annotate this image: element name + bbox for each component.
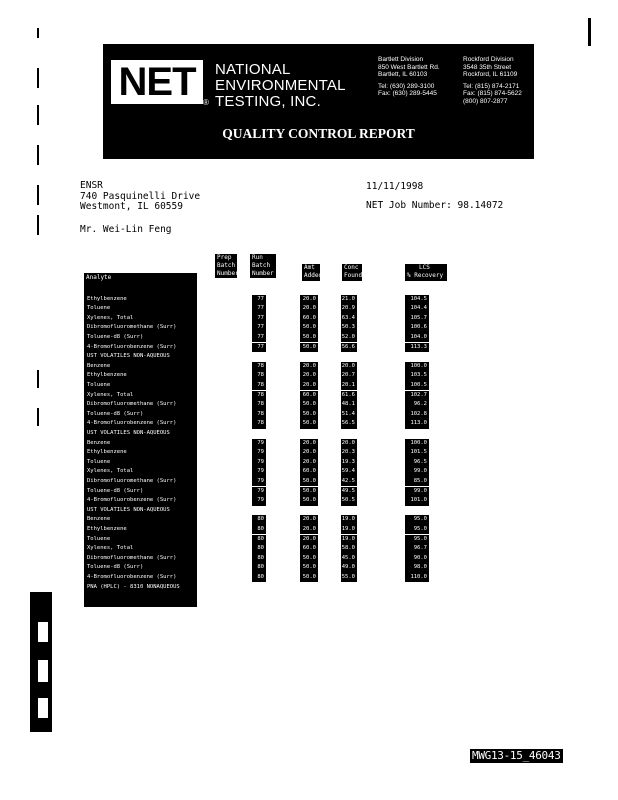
- report-subtitle: LABORATORY CONTROL STANDARD: [220, 152, 380, 162]
- client-contact: Mr. Wei-Lin Feng: [80, 224, 172, 235]
- header-text: LCS: [419, 264, 430, 271]
- table-cell-recovery: 103.5: [405, 371, 429, 381]
- table-row-analyte: Dibromofluoromethane (Surr): [84, 554, 197, 564]
- table-cell-conc-found: 19.3: [341, 458, 357, 468]
- table-cell-amt-added: 50.0: [300, 573, 318, 583]
- table-cell-amt-added: 20.0: [300, 362, 318, 372]
- table-row-analyte: Dibromofluoromethane (Surr): [84, 477, 197, 487]
- table-cell-amt-added: 60.0: [300, 544, 318, 554]
- table-cell-conc-found: 51.4: [341, 410, 357, 420]
- table-cell-amt-added: 60.0: [300, 314, 318, 324]
- table-cell-conc-found: 58.0: [341, 544, 357, 554]
- table-cell-run-batch: 78: [252, 381, 266, 391]
- table-cell-amt-added: 20.0: [300, 525, 318, 535]
- table-cell-amt-added: 50.0: [300, 343, 318, 353]
- table-cell-amt-added: 20.0: [300, 295, 318, 305]
- table-cell-run-batch: 80: [252, 563, 266, 573]
- header-text: Amt: [304, 264, 315, 271]
- group-label: UST VOLATILES NON-AQUEOUS: [84, 352, 197, 362]
- table-row-analyte: Toluene: [84, 458, 197, 468]
- table-cell-amt-added: 50.0: [300, 419, 318, 429]
- table-row-analyte: Benzene: [84, 439, 197, 449]
- header-analyte: [84, 273, 197, 283]
- table-cell-recovery: 96.7: [405, 544, 429, 554]
- client-name: ENSR: [80, 180, 103, 191]
- table-cell-run-batch: 77: [252, 333, 266, 343]
- table-cell-amt-added: 50.0: [300, 400, 318, 410]
- bartlett-address: [378, 56, 440, 98]
- table-cell-recovery: 102.8: [405, 410, 429, 420]
- table-cell-amt-added: 50.0: [300, 477, 318, 487]
- table-cell-conc-found: 61.6: [341, 391, 357, 401]
- table-cell-run-batch: 77: [252, 314, 266, 324]
- header-text: Found: [344, 272, 363, 279]
- table-cell-run-batch: 80: [252, 535, 266, 545]
- table-cell-run-batch: 79: [252, 477, 266, 487]
- table-cell-amt-added: 50.0: [300, 487, 318, 497]
- table-row-analyte: Benzene: [84, 515, 197, 525]
- header-text: Conc: [344, 264, 359, 271]
- company-name-line2: ENVIRONMENTAL: [215, 77, 346, 94]
- table-cell-conc-found: 20.7: [341, 371, 357, 381]
- address-line: 3548 35th Street: [463, 63, 512, 71]
- table-cell-recovery: 100.0: [405, 439, 429, 449]
- table-cell-recovery: 113.0: [405, 419, 429, 429]
- company-name-line3: TESTING, INC.: [215, 93, 321, 110]
- client-address: [80, 181, 200, 213]
- table-cell-run-batch: 80: [252, 525, 266, 535]
- table-cell-conc-found: 20.3: [341, 448, 357, 458]
- table-row-analyte: 4-Bromofluorobenzene (Surr): [84, 496, 197, 506]
- table-cell-run-batch: 77: [252, 343, 266, 353]
- report-title: QUALITY CONTROL REPORT: [222, 126, 415, 141]
- scan-edge-mark: [37, 145, 39, 165]
- table-cell-recovery: 101.0: [405, 496, 429, 506]
- address-line: Tel: (630) 289-3100: [378, 82, 435, 90]
- table-row-analyte: Toluene: [84, 535, 197, 545]
- table-cell-run-batch: 78: [252, 400, 266, 410]
- header-text: % Recovery: [407, 272, 444, 279]
- table-cell-run-batch: 79: [252, 496, 266, 506]
- client-city: Westmont, IL 60559: [80, 201, 183, 212]
- table-cell-run-batch: 79: [252, 487, 266, 497]
- table-row-analyte: Ethylbenzene: [84, 525, 197, 535]
- table-cell-conc-found: 20.1: [341, 381, 357, 391]
- table-cell-conc-found: 19.0: [341, 515, 357, 525]
- table-cell-recovery: 110.0: [405, 573, 429, 583]
- table-cell-conc-found: 45.0: [341, 554, 357, 564]
- table-cell-recovery: 100.6: [405, 323, 429, 333]
- table-cell-conc-found: 48.1: [341, 400, 357, 410]
- table-cell-run-batch: 77: [252, 304, 266, 314]
- table-cell-amt-added: 50.0: [300, 323, 318, 333]
- table-row-analyte: Toluene: [84, 381, 197, 391]
- scan-edge-gap: [38, 660, 48, 682]
- table-cell-recovery: 104.4: [405, 304, 429, 314]
- table-cell-run-batch: 80: [252, 554, 266, 564]
- table-cell-conc-found: 56.6: [341, 343, 357, 353]
- header-text: Added: [304, 272, 323, 279]
- letterhead: [103, 44, 534, 159]
- table-cell-recovery: 85.0: [405, 477, 429, 487]
- table-row-analyte: Dibromofluoromethane (Surr): [84, 400, 197, 410]
- table-cell-recovery: 104.5: [405, 295, 429, 305]
- table-cell-amt-added: 20.0: [300, 535, 318, 545]
- table-cell-conc-found: 20.0: [341, 439, 357, 449]
- header-text: Prep: [217, 254, 232, 261]
- table-row-analyte: 4-Bromofluorobenzene (Surr): [84, 419, 197, 429]
- table-cell-conc-found: 49.5: [341, 487, 357, 497]
- table-cell-recovery: 96.5: [405, 458, 429, 468]
- table-row-analyte: Ethylbenzene: [84, 295, 197, 305]
- table-cell-recovery: 104.0: [405, 333, 429, 343]
- table-cell-amt-added: 20.0: [300, 439, 318, 449]
- scan-edge-mark: [37, 28, 39, 38]
- group-label: UST VOLATILES NON-AQUEOUS: [84, 429, 197, 439]
- address-line: Fax: (630) 289-5445: [378, 90, 437, 97]
- table-cell-run-batch: 77: [252, 323, 266, 333]
- table-row-analyte: Xylenes, Total: [84, 391, 197, 401]
- company-name-line1: NATIONAL: [215, 61, 291, 78]
- scan-edge-mark: [37, 408, 39, 426]
- table-cell-run-batch: 78: [252, 419, 266, 429]
- header-prep-batch: [215, 254, 237, 278]
- table-cell-amt-added: 50.0: [300, 554, 318, 564]
- address-line: Bartlett, IL 60103: [378, 71, 428, 78]
- address-line: 850 West Bartlett Rd.: [378, 63, 440, 71]
- scan-edge-mark: [37, 68, 39, 88]
- table-row-analyte: Benzene: [84, 362, 197, 372]
- table-row-analyte: Xylenes, Total: [84, 314, 197, 324]
- table-cell-recovery: 96.2: [405, 400, 429, 410]
- table-cell-amt-added: 50.0: [300, 563, 318, 573]
- address-line: Rockford, IL 61109: [463, 71, 518, 78]
- table-row-analyte: 4-Bromofluorobenzene (Surr): [84, 573, 197, 583]
- table-cell-recovery: 99.0: [405, 487, 429, 497]
- table-cell-conc-found: 50.5: [341, 496, 357, 506]
- table-cell-run-batch: 79: [252, 458, 266, 468]
- table-cell-run-batch: 79: [252, 448, 266, 458]
- table-row-analyte: Ethylbenzene: [84, 371, 197, 381]
- client-street: 740 Pasquinelli Drive: [80, 190, 201, 202]
- header-run-batch: [250, 254, 276, 278]
- scan-edge-gap: [38, 698, 48, 718]
- table-cell-conc-found: 50.3: [341, 323, 357, 333]
- address-line: Rockford Division: [463, 56, 514, 63]
- scan-edge-mark: [37, 215, 39, 235]
- table-row-analyte: Toluene: [84, 304, 197, 314]
- table-cell-amt-added: 50.0: [300, 333, 318, 343]
- company-logo: NET: [111, 60, 203, 104]
- table-cell-run-batch: 78: [252, 391, 266, 401]
- scan-edge-mark: [37, 105, 39, 125]
- header-text: Batch: [217, 262, 236, 269]
- table-cell-recovery: 95.0: [405, 525, 429, 535]
- table-row-analyte: Ethylbenzene: [84, 448, 197, 458]
- table-cell-recovery: 95.0: [405, 515, 429, 525]
- header-text: Number: [252, 270, 274, 277]
- table-cell-run-batch: 78: [252, 362, 266, 372]
- scan-edge-mark: [37, 370, 39, 388]
- job-number: NET Job Number: 98.14072: [366, 200, 504, 211]
- group-label: PNA (HPLC) - 8310 NONAQUEOUS: [84, 583, 197, 593]
- table-cell-run-batch: 80: [252, 515, 266, 525]
- table-cell-recovery: 113.3: [405, 343, 429, 353]
- table-cell-amt-added: 50.0: [300, 496, 318, 506]
- company-name: [215, 62, 346, 110]
- table-cell-conc-found: 20.0: [341, 362, 357, 372]
- address-line: (800) 807-2877: [463, 97, 508, 105]
- table-row-analyte: 4-Bromofluorobenzene (Surr): [84, 343, 197, 353]
- table-cell-amt-added: 20.0: [300, 448, 318, 458]
- table-cell-amt-added: 20.0: [300, 371, 318, 381]
- table-row-analyte: Toluene-d8 (Surr): [84, 333, 197, 343]
- table-row-analyte: Xylenes, Total: [84, 544, 197, 554]
- group-label: UST VOLATILES NON-AQUEOUS: [84, 506, 197, 516]
- table-cell-run-batch: 79: [252, 467, 266, 477]
- table-cell-recovery: 90.0: [405, 554, 429, 564]
- table-cell-recovery: 100.5: [405, 381, 429, 391]
- table-cell-amt-added: 50.0: [300, 410, 318, 420]
- table-cell-conc-found: 20.9: [341, 304, 357, 314]
- table-cell-run-batch: 80: [252, 544, 266, 554]
- table-cell-amt-added: 20.0: [300, 458, 318, 468]
- table-cell-conc-found: 55.0: [341, 573, 357, 583]
- scan-edge-mark: [588, 18, 591, 46]
- table-cell-conc-found: 19.0: [341, 525, 357, 535]
- table-cell-recovery: 95.0: [405, 535, 429, 545]
- table-cell-run-batch: 80: [252, 573, 266, 583]
- table-cell-conc-found: 59.4: [341, 467, 357, 477]
- header-text: Batch: [252, 262, 271, 269]
- table-cell-amt-added: 60.0: [300, 391, 318, 401]
- header-text: Run: [252, 254, 263, 261]
- table-cell-conc-found: 19.0: [341, 535, 357, 545]
- address-line: Fax: (815) 874-5622: [463, 90, 522, 97]
- table-row-analyte: Xylenes, Total: [84, 467, 197, 477]
- table-cell-recovery: 101.5: [405, 448, 429, 458]
- table-cell-conc-found: 42.5: [341, 477, 357, 487]
- scan-edge-mark: [37, 185, 39, 205]
- table-cell-conc-found: 49.0: [341, 563, 357, 573]
- address-line: Bartlett Division: [378, 56, 424, 63]
- table-row-analyte: Dibromofluoromethane (Surr): [84, 323, 197, 333]
- header-conc-found: [342, 264, 362, 281]
- table-cell-amt-added: 20.0: [300, 381, 318, 391]
- header-lcs-recovery: [405, 264, 447, 281]
- table-cell-conc-found: 56.5: [341, 419, 357, 429]
- table-cell-recovery: 102.7: [405, 391, 429, 401]
- header-amt-added: [302, 264, 323, 281]
- rockford-address: [463, 56, 522, 105]
- table-cell-conc-found: 63.4: [341, 314, 357, 324]
- report-date: 11/11/1998: [366, 181, 424, 192]
- scan-edge-gap: [38, 622, 48, 642]
- table-cell-conc-found: 21.0: [341, 295, 357, 305]
- registered-mark: ®: [203, 98, 209, 107]
- header-text: Analyte: [86, 274, 112, 281]
- header-text: Number: [217, 270, 239, 277]
- table-cell-recovery: 100.0: [405, 362, 429, 372]
- table-row-analyte: Toluene-d8 (Surr): [84, 487, 197, 497]
- table-row-analyte: Toluene-d8 (Surr): [84, 563, 197, 573]
- table-cell-amt-added: 20.0: [300, 304, 318, 314]
- table-cell-conc-found: 52.0: [341, 333, 357, 343]
- table-cell-run-batch: 78: [252, 371, 266, 381]
- table-cell-run-batch: 77: [252, 295, 266, 305]
- document-id: MWG13-15_46043: [472, 749, 561, 762]
- address-line: Tel: (815) 874-2171: [463, 82, 520, 90]
- table-cell-recovery: 99.0: [405, 467, 429, 477]
- table-cell-amt-added: 20.0: [300, 515, 318, 525]
- table-cell-recovery: 98.0: [405, 563, 429, 573]
- table-cell-run-batch: 79: [252, 439, 266, 449]
- table-cell-run-batch: 78: [252, 410, 266, 420]
- table-row-analyte: Toluene-d8 (Surr): [84, 410, 197, 420]
- table-cell-recovery: 105.7: [405, 314, 429, 324]
- table-cell-amt-added: 60.0: [300, 467, 318, 477]
